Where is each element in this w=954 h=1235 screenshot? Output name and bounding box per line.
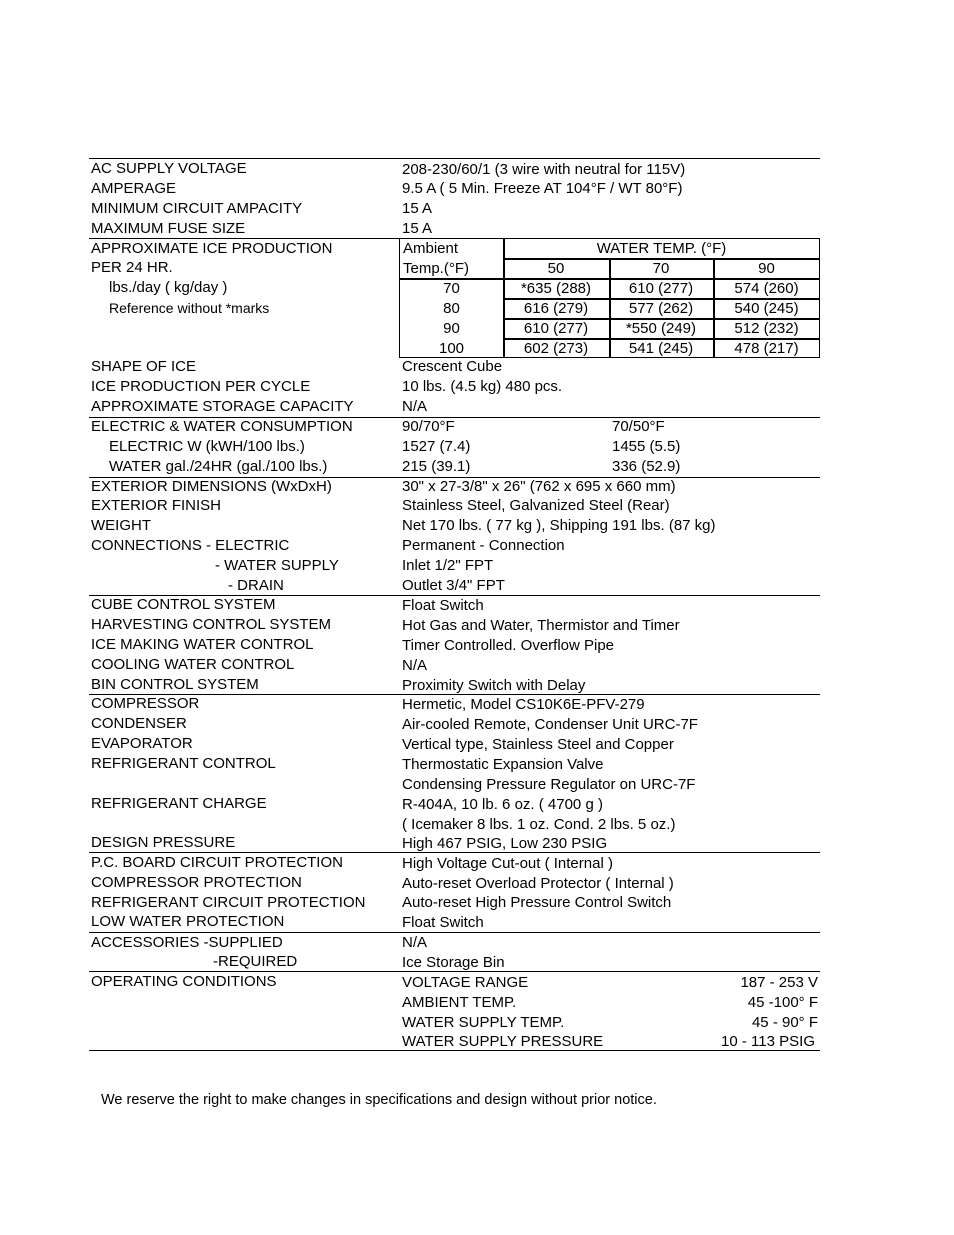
spec-label: COMPRESSOR (91, 695, 200, 712)
spec-label: REFRIGERANT CONTROL (91, 755, 276, 772)
spec-label: - WATER SUPPLY (215, 557, 339, 574)
spec-value: Proximity Switch with Delay (402, 677, 586, 694)
spec-value: Float Switch (402, 914, 484, 931)
spec-value: Crescent Cube (402, 358, 503, 375)
spec-value: 10 lbs. (4.5 kg) 480 pcs. (402, 378, 563, 395)
table-cell: 540 (245) (734, 300, 799, 317)
spec-label: CONDENSER (91, 715, 187, 732)
spec-value: 70/50°F (612, 418, 665, 435)
water-temp-50: 50 (547, 260, 565, 277)
spec-label: REFRIGERANT CIRCUIT PROTECTION (91, 894, 366, 911)
spec-label: ELECTRIC W (kWH/100 lbs.) (109, 438, 305, 455)
spec-label: WEIGHT (91, 517, 151, 534)
spec-label: PER 24 HR. (91, 259, 173, 276)
spec-value: Condensing Pressure Regulator on URC-7F (402, 776, 696, 793)
spec-label: lbs./day ( kg/day ) (109, 279, 228, 296)
spec-value: High Voltage Cut-out ( Internal ) (402, 855, 613, 872)
table-cell: 512 (232) (734, 320, 799, 337)
ice-production-table (399, 238, 820, 358)
spec-label: MAXIMUM FUSE SIZE (91, 220, 246, 237)
spec-label: P.C. BOARD CIRCUIT PROTECTION (91, 854, 343, 871)
spec-value: ( Icemaker 8 lbs. 1 oz. Cond. 2 lbs. 5 oz.) (402, 816, 676, 833)
spec-label: EXTERIOR DIMENSIONS (WxDxH) (91, 478, 332, 495)
spec-label: ICE MAKING WATER CONTROL (91, 636, 314, 653)
spec-value: Permanent - Connection (402, 537, 565, 554)
spec-value: Auto-reset High Pressure Control Switch (402, 894, 672, 911)
spec-value: Float Switch (402, 597, 484, 614)
operating-condition-name: VOLTAGE RANGE (402, 974, 529, 991)
ambient-value: 100 (438, 340, 465, 357)
spec-value: 1527 (7.4) (402, 438, 471, 455)
divider (89, 932, 820, 933)
spec-label: ACCESSORIES -SUPPLIED (91, 934, 283, 951)
spec-label: Reference without *marks (109, 300, 270, 316)
table-cell: 574 (260) (734, 280, 799, 297)
table-cell: *635 (288) (520, 280, 592, 297)
operating-condition-value: 187 - 253 V (740, 974, 818, 991)
spec-value: Net 170 lbs. ( 77 kg ), Shipping 191 lbs. (87 kg) (402, 517, 716, 534)
spec-value: 15 A (402, 220, 433, 237)
operating-condition-value: 45 -100° F (747, 994, 818, 1011)
spec-label: ELECTRIC & WATER CONSUMPTION (91, 418, 353, 435)
ambient-value: 80 (443, 300, 460, 317)
temp-header: Temp.(°F) (403, 260, 469, 277)
spec-label: - DRAIN (228, 577, 284, 594)
spec-label: CUBE CONTROL SYSTEM (91, 596, 276, 613)
water-temp-90: 90 (758, 260, 775, 277)
spec-value: Outlet 3/4" FPT (402, 577, 505, 594)
operating-condition-value: 45 - 90° F (751, 1014, 818, 1031)
spec-value: N/A (402, 657, 428, 674)
table-cell: 478 (217) (734, 340, 799, 357)
spec-label: COOLING WATER CONTROL (91, 656, 295, 673)
spec-label: COMPRESSOR PROTECTION (91, 874, 302, 891)
operating-condition-name: WATER SUPPLY PRESSURE (402, 1033, 604, 1050)
divider-top (89, 158, 820, 159)
spec-label: CONNECTIONS - ELECTRIC (91, 537, 290, 554)
spec-value: Air-cooled Remote, Condenser Unit URC-7F (402, 716, 698, 733)
spec-value: Thermostatic Expansion Valve (402, 756, 604, 773)
spec-value: 15 A (402, 200, 433, 217)
spec-value: Hot Gas and Water, Thermistor and Timer (402, 617, 680, 634)
table-cell: 577 (262) (628, 300, 694, 317)
table-cell: 610 (277) (523, 320, 589, 337)
spec-value: 208-230/60/1 (3 wire with neutral for 115V) (402, 161, 686, 178)
spec-label: ICE PRODUCTION PER CYCLE (91, 378, 311, 395)
spec-value: Timer Controlled. Overflow Pipe (402, 637, 615, 654)
spec-label: -REQUIRED (213, 953, 298, 970)
spec-value: N/A (402, 934, 428, 951)
ambient-value: 70 (443, 280, 460, 297)
spec-label: OPERATING CONDITIONS (91, 973, 277, 990)
table-cell: *550 (249) (625, 320, 697, 337)
spec-label: MINIMUM CIRCUIT AMPACITY (91, 200, 303, 217)
table-cell: 610 (277) (628, 280, 694, 297)
table-cell: 616 (279) (523, 300, 589, 317)
table-cell: 602 (273) (523, 340, 589, 357)
water-temp-70: 70 (652, 260, 670, 277)
spec-value: 30" x 27-3/8" x 26" (762 x 695 x 660 mm) (402, 478, 676, 495)
spec-value: 1455 (5.5) (612, 438, 681, 455)
spec-value: R-404A, 10 lb. 6 oz. ( 4700 g ) (402, 796, 603, 813)
spec-label: DESIGN PRESSURE (91, 834, 236, 851)
spec-label: AMPERAGE (91, 180, 177, 197)
spec-label: REFRIGERANT CHARGE (91, 795, 267, 812)
spec-label: AC SUPPLY VOLTAGE (91, 160, 247, 177)
spec-value: Inlet 1/2" FPT (402, 557, 494, 574)
ambient-value: 90 (443, 320, 460, 337)
spec-value: 90/70°F (402, 418, 455, 435)
spec-label: HARVESTING CONTROL SYSTEM (91, 616, 332, 633)
spec-label: SHAPE OF ICE (91, 358, 197, 375)
spec-value: Ice Storage Bin (402, 954, 505, 971)
footer-disclaimer: We reserve the right to make changes in specifications and design without prior notice. (101, 1092, 657, 1108)
spec-value: 215 (39.1) (402, 458, 471, 475)
spec-value: Stainless Steel, Galvanized Steel (Rear) (402, 497, 670, 514)
operating-condition-name: WATER SUPPLY TEMP. (402, 1014, 565, 1031)
spec-value: Hermetic, Model CS10K6E-PFV-279 (402, 696, 645, 713)
water-temp-header: WATER TEMP. (°F) (596, 240, 727, 257)
spec-value: 336 (52.9) (612, 458, 681, 475)
spec-label: EXTERIOR FINISH (91, 497, 222, 514)
spec-label: EVAPORATOR (91, 735, 193, 752)
spec-value: Vertical type, Stainless Steel and Copper (402, 736, 674, 753)
spec-value: Auto-reset Overload Protector ( Internal ) (402, 875, 674, 892)
spec-label: WATER gal./24HR (gal./100 lbs.) (109, 458, 328, 475)
operating-condition-value: 10 - 113 PSIG (721, 1033, 815, 1050)
ambient-header: Ambient (403, 240, 459, 257)
spec-value: 9.5 A ( 5 Min. Freeze AT 104°F / WT 80°F) (402, 180, 683, 197)
table-cell: 541 (245) (628, 340, 694, 357)
spec-value: N/A (402, 398, 428, 415)
spec-label: LOW WATER PROTECTION (91, 913, 285, 930)
spec-label: BIN CONTROL SYSTEM (91, 676, 259, 693)
operating-condition-name: AMBIENT TEMP. (402, 994, 517, 1011)
spec-label: APPROXIMATE ICE PRODUCTION (91, 240, 333, 257)
spec-value: High 467 PSIG, Low 230 PSIG (402, 835, 608, 852)
spec-label: APPROXIMATE STORAGE CAPACITY (91, 398, 354, 415)
